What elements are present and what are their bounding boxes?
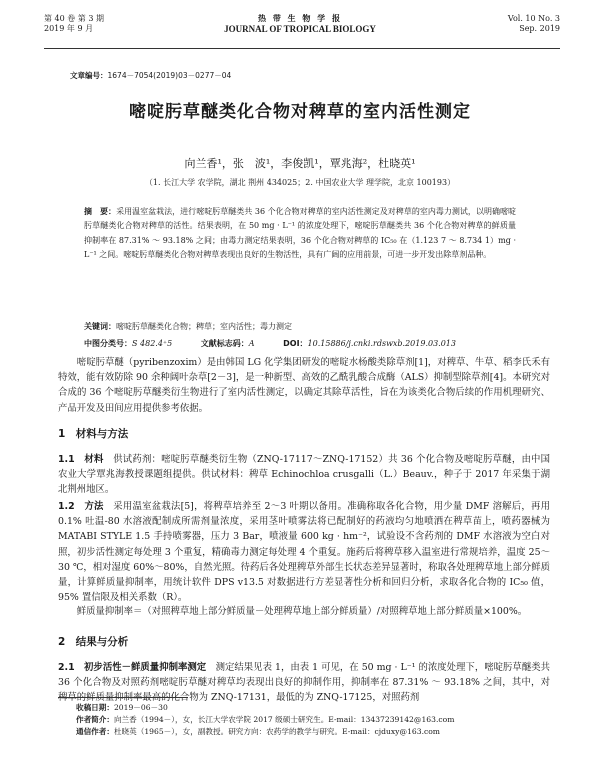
clc-value: S 482.4⁺5 <box>132 339 173 348</box>
classification-line <box>84 338 516 349</box>
corr-author-label: 通信作者： <box>76 727 114 736</box>
article-number <box>70 70 231 81</box>
section-2-1-heading: 2.1 初步活性－鲜质量抑制率测定 <box>58 662 207 673</box>
header-date: 2019 年 9 月 <box>44 24 94 33</box>
abstract-text: 采用温室盆栽法，进行嘧啶肟草醚类共 36 个化合物对稗草的室内活性测定及对稗草的室内毒力测试，以明确嘧啶肟草醚类化合物对稗草的活性。结果表明，在 50 mg · L⁻¹ 的浓度处理下，嘧啶肟草醚类共 36 个化合物对稗草的鲜质量抑制率在 87.31% ～ 93.18% 之间；由毒力测定结果表明，36 个化合物对稗草的 IC₅₀ 在（1.123 7 ～ 8.734 1）mg · L⁻¹ 之间。嘧啶肟草醚类化合物对稗草表现出良好的生物活性，具有广阔的应用前景，可进一步开发出除草剂品种。 <box>84 207 517 259</box>
section-heading-1: 1 材料与方法 <box>58 428 129 440</box>
doc-code-label: 文献标志码： <box>200 339 249 348</box>
article-number-label: 文章编号： <box>70 71 108 80</box>
footnote-first-author <box>76 714 550 725</box>
received-label: 收稿日期： <box>76 703 114 712</box>
header-volume: 第 40 卷 第 3 期 <box>44 14 104 23</box>
journal-name-cn: 热 带 生 物 学 报 <box>258 14 342 23</box>
doi-value: 10.15886/j.cnki.rdswxb.2019.03.013 <box>307 339 456 348</box>
section-1-2 <box>58 499 550 605</box>
doc-code-value: A <box>248 339 255 348</box>
keywords <box>84 321 516 332</box>
header-right <box>508 14 560 34</box>
section-heading-2: 2 结果与分析 <box>58 636 129 648</box>
intro-paragraph: 嘧啶肟草醚（pyribenzoxim）是由韩国 LG 化学集团研发的嘧啶水杨酸类除草剂[1]，对稗草、牛草、稻李氏禾有特效，能有效防除 90 余种阔叶杂草[2－3]，是一种新型、高效的乙酰乳酸合成酶（ALS）抑制型除草剂[4]。本研究对合成的 36 个嘧啶肟草醚类衍生物进行了室内活性测定，以确定其除草活性，旨在为该类化合物后续的作用机理研究、产品开发及田间应用提供参考依据。 <box>58 357 550 414</box>
running-header <box>0 14 600 44</box>
abstract-label: 摘 要： <box>84 207 117 216</box>
section-1-1-text: 供试药剂：嘧啶肟草醚类衍生物（ZNQ-17117～ZNQ-17152）共 36 个化合物及嘧啶肟草醚，由中国农业大学覃兆海教授课题组提供。供试材料：稗草 Echinochloa crusgalli（L.）Beauv.，种子于 2017 年采集于湖北荆州地区。 <box>58 454 550 496</box>
keywords-label: 关键词： <box>84 322 116 331</box>
author-list: 向兰香¹，张 波¹，李俊凯¹，覃兆海²，杜晓英¹ <box>184 157 416 170</box>
doi <box>283 339 456 348</box>
article-number-value: 1674－7054(2019)03－0277－04 <box>107 71 232 80</box>
section-1-1 <box>58 452 550 498</box>
section-1-2-text: 采用温室盆栽法[5]，将稗草培养至 2～3 叶期以备用。准确称取各化合物，用少量 DMF 溶解后，再用 0.1% 吐温-80 水溶液配制成所需剂量浓度，采用茎叶喷雾法将已配制好的药液均匀地喷洒在稗草苗上，喷药器械为 MATABI STYLE 1.5 手持喷雾器，压力 3 Bar，喷液量 600 kg · hm⁻²，试验设不含药剂的 DMF 水溶液为空白对照，初步活性测定每处理 3 个重复，精确毒力测定每处理 4 个重复。施药后将稗草移入温室进行常规培养，温度 25～30 ℃，相对湿度 60%～80%，自然光照。待药后各处理稗草外部生长状态差异显著时，称取各处理稗草地上部分鲜质量，计算鲜质量抑制率，用统计软件 DPS v13.5 对数据进行方差显著性分析和回归分析，求取各化合物的 IC₅₀ 值，95% 置信限及相关系数（R）。 <box>58 501 550 604</box>
header-date-en: Sep. 2019 <box>519 24 560 33</box>
paper-title: 嘧啶肟草醚类化合物对稗草的室内活性测定 <box>129 102 471 122</box>
footnote-divider <box>58 697 188 698</box>
first-author-label: 作者简介： <box>76 715 114 724</box>
header-volume-en: Vol. 10 No. 3 <box>507 14 560 23</box>
abstract <box>84 205 516 262</box>
section-1-2-heading: 1.2 方法 <box>58 501 104 512</box>
corr-author-value: 杜晓英（1965－），女，副教授。研究方向：农药学的教学与研究。E-mail：cjduxy@163.com <box>113 727 441 736</box>
section-2-1 <box>58 660 550 704</box>
keywords-text: 嘧啶肟草醚类化合物；稗草；室内活性；毒力测定 <box>116 322 292 331</box>
footnote-corresponding-author <box>76 726 550 737</box>
doi-label: DOI： <box>283 339 308 348</box>
footnote-received <box>76 702 550 713</box>
affiliation: （1. 长江大学 农学院，湖北 荆州 434025；2. 中国农业大学 理学院，北京 100193） <box>144 178 456 187</box>
first-author-value: 向兰香（1994－），女，长江大学农学院 2017 级硕士研究生。E-mail：13437239142@163.com <box>113 715 455 724</box>
clc-label: 中图分类号： <box>84 339 132 348</box>
journal-name-en: JOURNAL OF TROPICAL BIOLOGY <box>224 24 376 34</box>
doc-code <box>201 339 255 348</box>
formula-paragraph: 鲜质量抑制率＝（对照稗草地上部分鲜质量－处理稗草地上部分鲜质量）/对照稗草地上部分鲜质量×100%。 <box>76 606 528 617</box>
section-1-1-heading: 1.1 材料 <box>58 454 104 465</box>
section-2-1-text: 测定结果见表 1，由表 1 可见，在 50 mg · L⁻¹ 的浓度处理下，嘧啶肟草醚类共 36 个化合物及对照药剂嘧啶肟草醚对稗草均表现出良好的抑制作用，抑制率在 87.31% ～ 93.18% 之间，其中，对稗草的鲜质量抑制率最高的化合物为 ZNQ-17131，最低的为 ZNQ-17125，对照药剂 <box>58 662 550 704</box>
header-divider <box>44 48 560 49</box>
clc <box>84 339 172 348</box>
received-value: 2019－06－30 <box>113 703 168 712</box>
